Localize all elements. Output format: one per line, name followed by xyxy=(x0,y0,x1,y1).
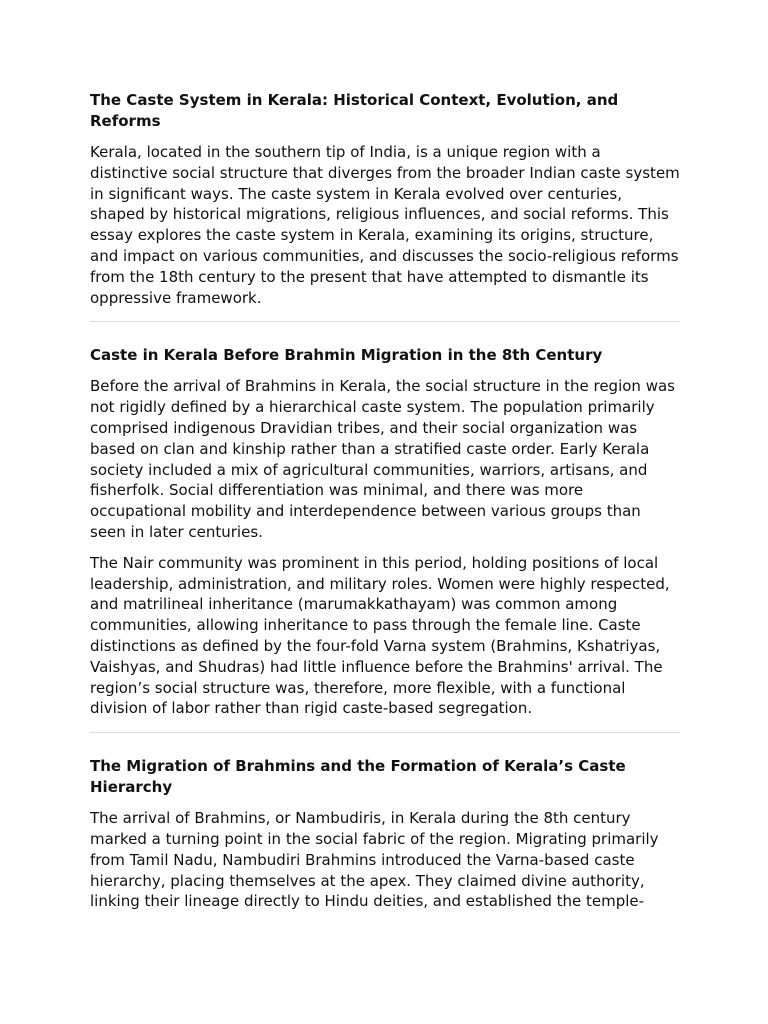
section-divider xyxy=(90,321,680,322)
section-heading: Caste in Kerala Before Brahmin Migration in the 8th Century xyxy=(90,346,603,365)
section-brahmin-migration xyxy=(90,756,680,912)
paragraph: The arrival of Brahmins, or Nambudiris, in Kerala during the 8th century marked a turning point in the social fabric of the region. Migrating primarily from Tamil Nadu, Nambudiri Brahmins introduced the Varna-based caste hierarchy, placing themselves at the apex. They claimed divine authority, linking their lineage directly to Hindu deities, and established the temple- xyxy=(90,809,659,911)
paragraph: Before the arrival of Brahmins in Kerala, the social structure in the region was not rigidly defined by a hierarchical caste system. The population primarily comprised indigenous Dravidian tribes, and their social organization was based on clan and kinship rather than a stratified caste order. Early Kerala society included a mix of agricultural communities, warriors, artisans, and fisherfolk. Social differentiation was minimal, and there was more occupational mobility and interdependence between various groups than seen in later centuries. xyxy=(90,377,675,541)
paragraph: Kerala, located in the southern tip of India, is a unique region with a distinctive social structure that diverges from the broader Indian caste system in significant ways. The caste system in Kerala evolved over centuries, shaped by historical migrations, religious influences, and social reforms. This essay explores the caste system in Kerala, examining its origins, structure, and impact on various communities, and discusses the socio-religious reforms from the 18th century to the present that have attempted to dismantle its oppressive framework. xyxy=(90,143,680,307)
section-intro xyxy=(90,90,680,308)
paragraph: The Nair community was prominent in this period, holding positions of local leadership, administration, and military roles. Women were highly respected, and matrilineal inheritance (marumakkathayam) was common among communities, allowing inheritance to pass through the female line. Caste distinctions as defined by the four-fold Varna system (Brahmins, Kshatriyas, Vaishyas, and Shudras) had little influence before the Brahmins' arrival. The region’s social structure was, therefore, more flexible, with a functional division of labor rather than rigid caste-based segregation. xyxy=(90,553,670,718)
document-page xyxy=(90,90,680,922)
section-divider xyxy=(90,732,680,733)
section-heading: The Migration of Brahmins and the Formation of Kerala’s Caste Hierarchy xyxy=(90,757,626,797)
section-heading: The Caste System in Kerala: Historical Context, Evolution, and Reforms xyxy=(90,91,619,130)
section-pre-brahmin xyxy=(90,345,680,719)
